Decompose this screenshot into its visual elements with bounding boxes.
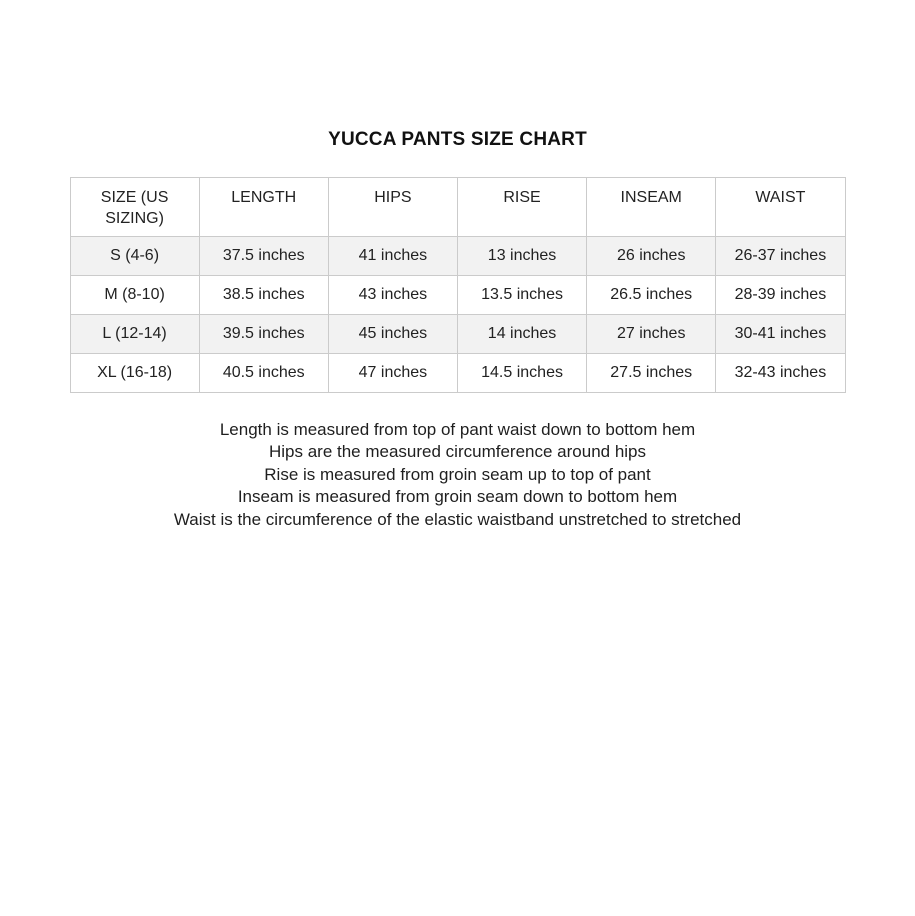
note-line: Inseam is measured from groin seam down to bottom hem xyxy=(237,487,678,507)
note-line: Waist is the circumference of the elastic waistband unstretched to stretched xyxy=(173,509,742,529)
table-header-cell: WAIST xyxy=(716,178,845,237)
table-cell: 26 inches xyxy=(587,237,716,276)
table-row xyxy=(70,237,845,276)
table-cell: 32-43 inches xyxy=(716,354,845,393)
table-cell: 45 inches xyxy=(328,315,457,354)
note-line: Hips are the measured circumference around hips xyxy=(268,442,647,462)
table-cell: 26-37 inches xyxy=(716,237,845,276)
table-cell: M (8-10) xyxy=(70,276,199,315)
page-title: YUCCA PANTS SIZE CHART xyxy=(328,129,587,150)
size-chart-table xyxy=(70,177,846,393)
table-cell: L (12-14) xyxy=(70,315,199,354)
table-cell: 14.5 inches xyxy=(457,354,586,393)
table-body xyxy=(70,237,845,393)
table-cell: 47 inches xyxy=(328,354,457,393)
table-cell: 30-41 inches xyxy=(716,315,845,354)
table-row xyxy=(70,276,845,315)
table-cell: 28-39 inches xyxy=(716,276,845,315)
table-cell: 41 inches xyxy=(328,237,457,276)
table-row xyxy=(70,354,845,393)
table-cell: 43 inches xyxy=(328,276,457,315)
table-cell: 37.5 inches xyxy=(199,237,328,276)
table-header-cell: RISE xyxy=(457,178,586,237)
table-cell: 27.5 inches xyxy=(587,354,716,393)
table-header-cell: HIPS xyxy=(328,178,457,237)
table-cell: 13 inches xyxy=(457,237,586,276)
table-cell: S (4-6) xyxy=(70,237,199,276)
table-head xyxy=(70,178,845,237)
notes xyxy=(0,419,915,531)
table-row xyxy=(70,315,845,354)
note-line: Length is measured from top of pant waist down to bottom hem xyxy=(219,420,696,439)
table-cell: 13.5 inches xyxy=(457,276,586,315)
note-line: Rise is measured from groin seam up to top of pant xyxy=(264,464,651,484)
table-cell: 39.5 inches xyxy=(199,315,328,354)
table-header-cell: INSEAM xyxy=(587,178,716,237)
table-cell: 38.5 inches xyxy=(199,276,328,315)
table-header-cell: SIZE (US SIZING) xyxy=(70,178,199,237)
table-cell: 27 inches xyxy=(587,315,716,354)
table-cell: 40.5 inches xyxy=(199,354,328,393)
table-header-cell: LENGTH xyxy=(199,178,328,237)
table-cell: 14 inches xyxy=(457,315,586,354)
table-cell: 26.5 inches xyxy=(587,276,716,315)
table-header-row xyxy=(70,178,845,237)
table-cell: XL (16-18) xyxy=(70,354,199,393)
